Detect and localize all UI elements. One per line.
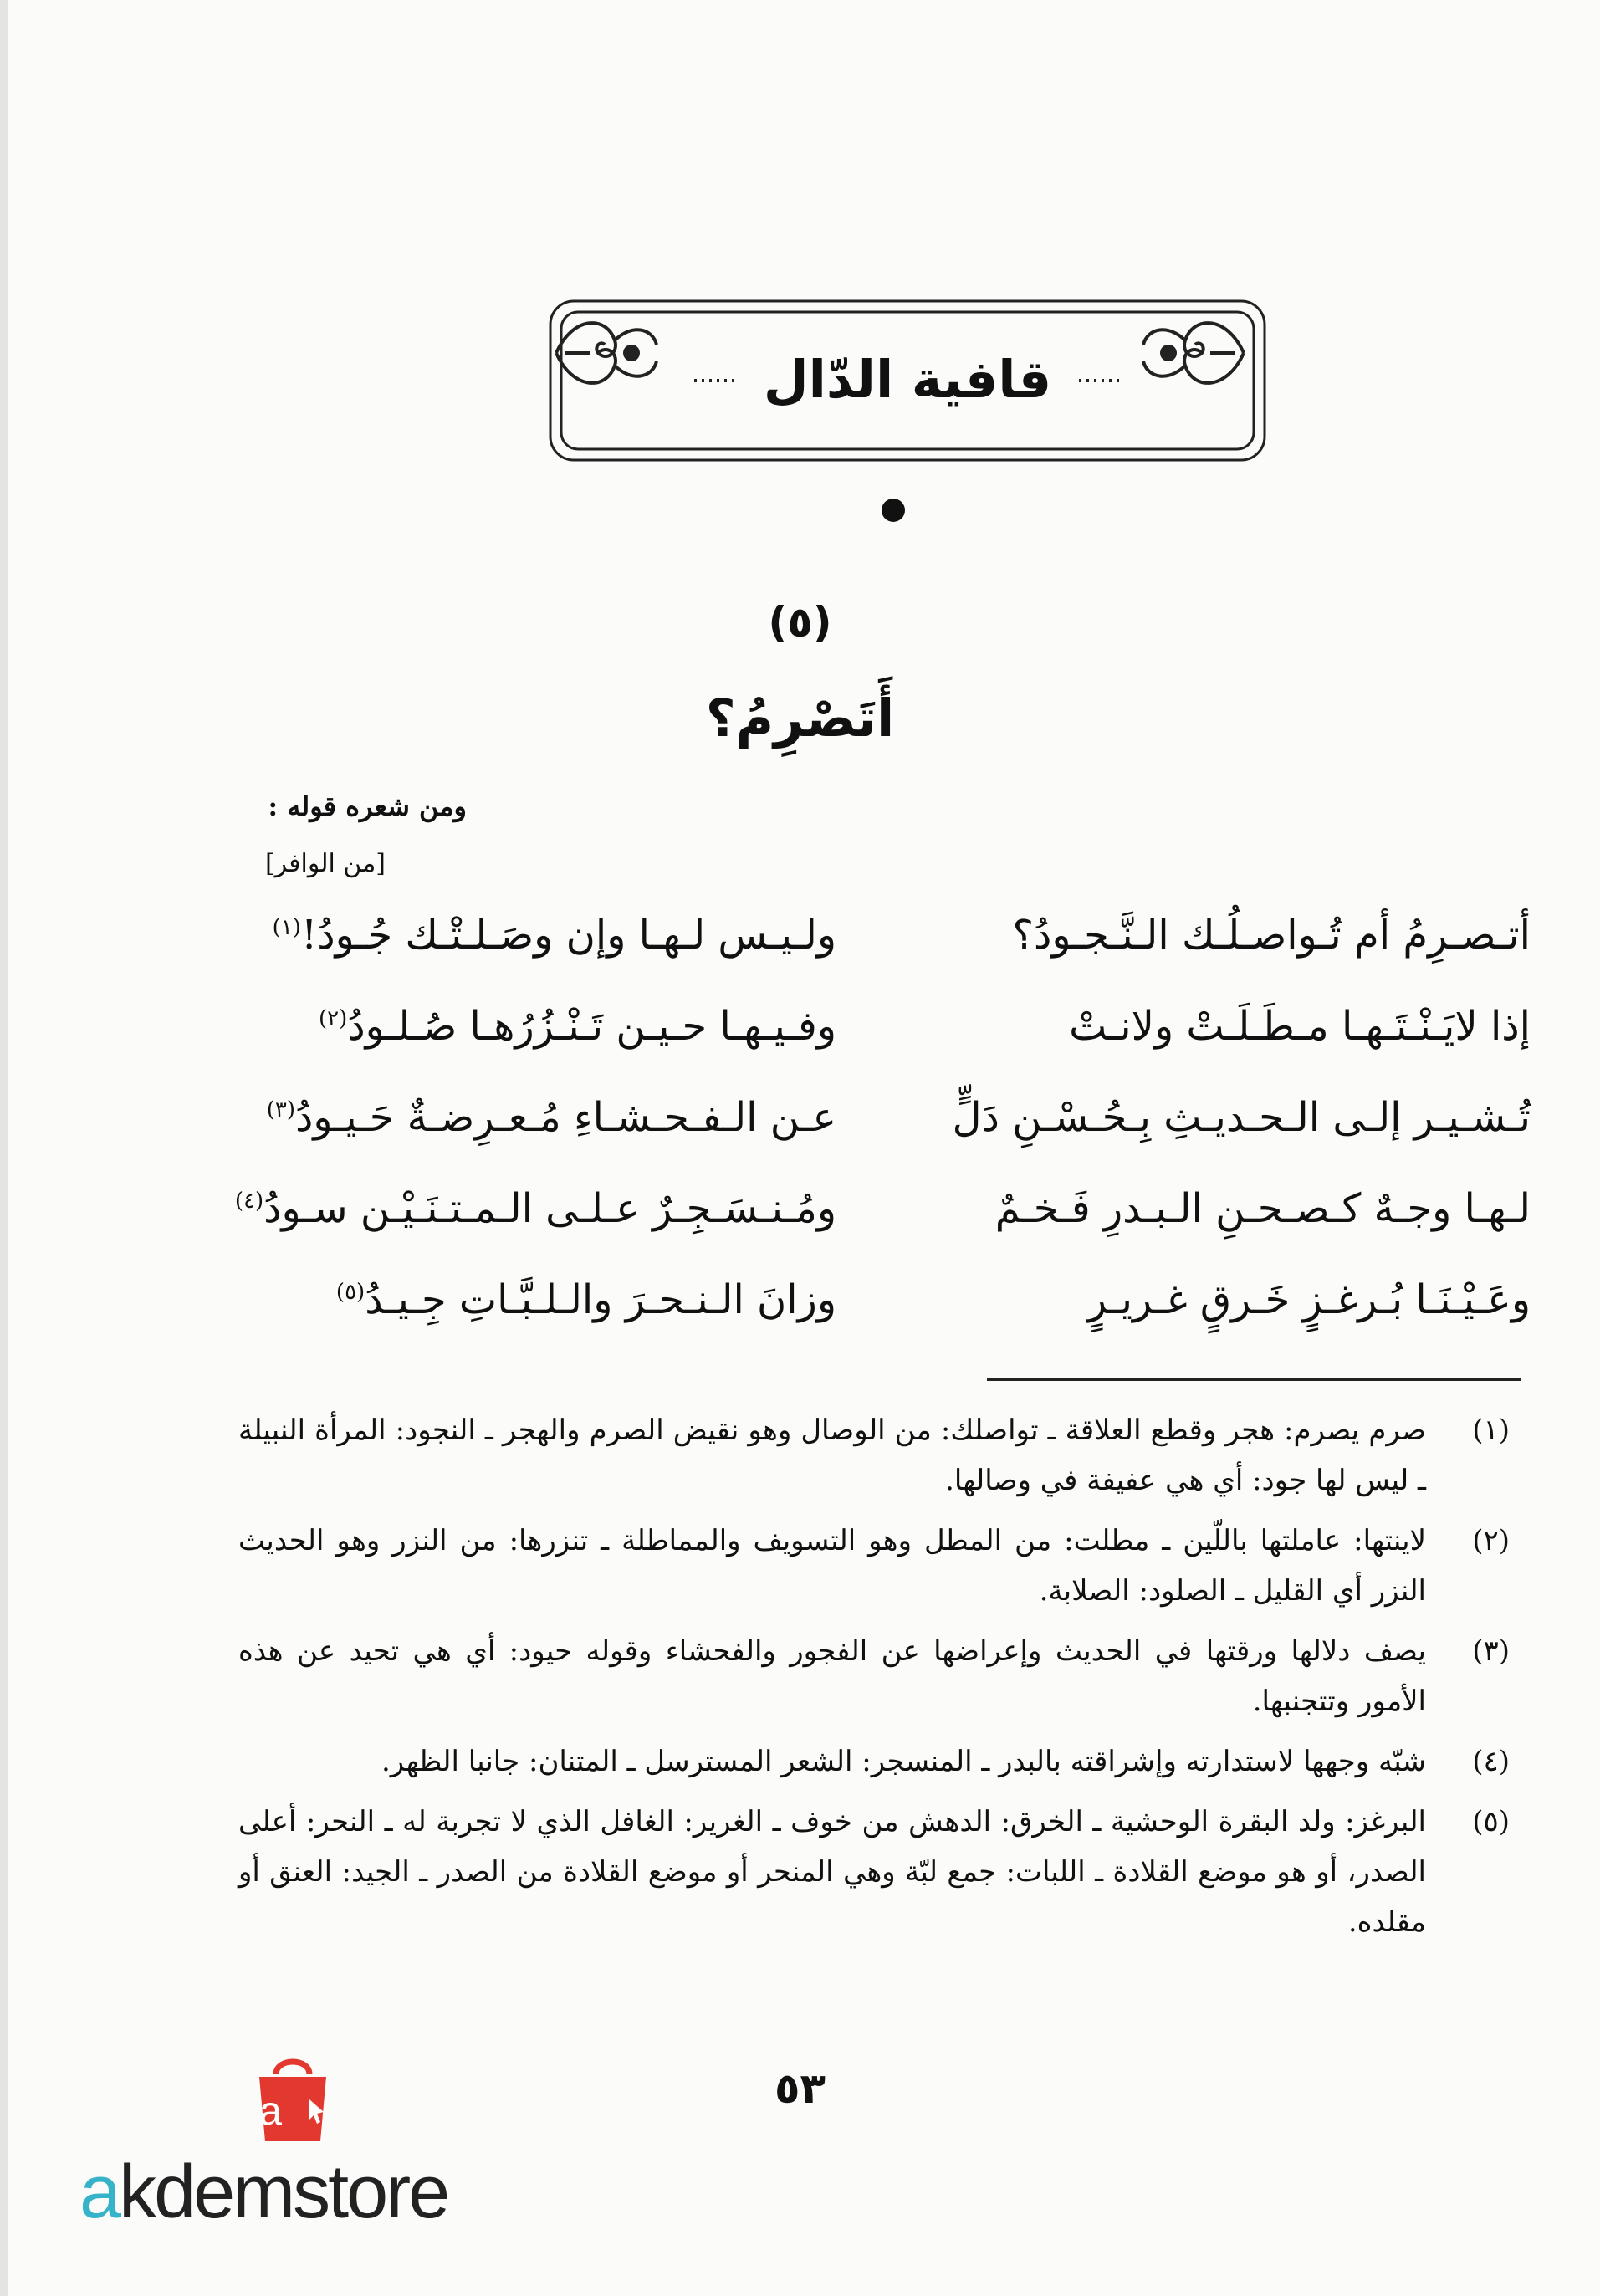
hemistich-text: ولـيـس لـهـا وإن وصَـلـتْـك جُـودُ! bbox=[300, 912, 836, 959]
footnote bbox=[238, 1736, 1510, 1787]
footnote-number: (١) bbox=[1472, 1414, 1510, 1447]
verse-first-hemistich: إذا لايَـنْـتَـهـا مـطَـلَـتْ ولانـتْ bbox=[1069, 1003, 1531, 1050]
verse-second-hemistich bbox=[217, 1185, 836, 1232]
poem-title: أَتَصْرِمُ؟ bbox=[705, 688, 895, 749]
verse bbox=[217, 1094, 1531, 1185]
store-name-rest: kdemstore bbox=[119, 2150, 448, 2234]
store-watermark-logo bbox=[79, 2053, 531, 2234]
hemistich-text: ومُـنـسَـجِـرٌ عـلـى الـمـتـنَـيْـن سـودُ bbox=[263, 1185, 836, 1232]
verse-first-hemistich: وعَـيْـنَـا بُـرغـزٍ خَـرقٍ غـريـرٍ bbox=[1087, 1276, 1531, 1323]
section-bullet bbox=[882, 499, 905, 522]
verse-second-hemistich bbox=[217, 1276, 836, 1323]
footnote bbox=[238, 1797, 1510, 1947]
hemistich-text: وزانَ الـنـحـرَ والـلـبَّـاتِ جِـيـدُ bbox=[365, 1276, 836, 1323]
footnote-ref: (٤) bbox=[234, 1189, 264, 1214]
verse bbox=[217, 1276, 1531, 1368]
footnote-number: (٣) bbox=[1472, 1634, 1510, 1668]
chapter-title: قافية الدّال bbox=[763, 349, 1052, 410]
footnote bbox=[238, 1516, 1510, 1616]
hemistich-text: وفـيـهـا حـيـن تَـنْـزُرُهـا صُـلـودُ bbox=[347, 1003, 836, 1050]
footnote-ref: (١) bbox=[272, 915, 301, 940]
footnote-ref: (٥) bbox=[335, 1280, 365, 1305]
footnote-ref: (٣) bbox=[266, 1097, 295, 1122]
poem-meter: [من الوافر] bbox=[264, 849, 386, 878]
footnote-number: (٤) bbox=[1472, 1745, 1510, 1778]
bag-letter: a bbox=[259, 2089, 282, 2134]
verse-first-hemistich: تُـشـيـر إلـى الـحـديـثِ بِـحُـسْـنِ دَلٍّ bbox=[952, 1094, 1531, 1141]
footnote-text: لاينتها: عاملتها باللّين ـ مطلت: من المطل وهو التسويف والمماطلة ـ تنزرها: من النزر وهو الحديث النزر أي القليل ـ الصلود: الصلابة. bbox=[238, 1524, 1426, 1608]
footnote bbox=[238, 1405, 1510, 1506]
verse-second-hemistich bbox=[217, 1003, 836, 1050]
footnotes bbox=[238, 1405, 1510, 1957]
verse-second-hemistich bbox=[217, 1094, 836, 1141]
shopping-bag-icon bbox=[247, 2053, 339, 2145]
verse bbox=[217, 912, 1531, 1003]
footnote-divider bbox=[987, 1378, 1521, 1381]
verses bbox=[217, 912, 1531, 1368]
footnote-number: (٥) bbox=[1472, 1805, 1510, 1838]
footnote bbox=[238, 1626, 1510, 1726]
verse bbox=[217, 1003, 1531, 1094]
verse-second-hemistich bbox=[217, 912, 836, 959]
footnote-text: يصف دلالها ورقتها في الحديث وإعراضها عن الفجور والفحشاء وقوله حيود: أي هي تحيد عن هذه الأمور وتتجنبها. bbox=[238, 1634, 1426, 1718]
store-name bbox=[79, 2150, 447, 2236]
page-edge bbox=[0, 0, 8, 2296]
footnote-text: صرم يصرم: هجر وقطع العلاقة ـ تواصلك: من الوصال وهو نقيض الصرم والهجر ـ النجود: المرأة النبيلة ـ ليس لها جود: أي هي عفيفة في وصالها. bbox=[238, 1414, 1426, 1497]
poem-intro: ومن شعره قوله : bbox=[268, 790, 467, 822]
footnote-text: شبّه وجهها لاستدارته وإشراقته بالبدر ـ المنسجر: الشعر المسترسل ـ المتنان: جانبا الظهر. bbox=[381, 1745, 1426, 1778]
footnote-text: البرغز: ولد البقرة الوحشية ـ الخرق: الدهش من خوف ـ الغرير: الغافل الذي لا تجربة له ـ النحر: أعلى الصدر، أو هو موضع القلادة ـ اللبات: جمع لبّة وهي المنحر أو موضع القلادة من الصدر ـ الجيد: العنق أو مقلده. bbox=[238, 1805, 1426, 1939]
verse bbox=[217, 1185, 1531, 1276]
page-number: ٥٣ bbox=[774, 2064, 826, 2113]
verse-first-hemistich: لـهـا وجـهٌ كـصـحـنِ الـبـدرِ فَـخـمٌ bbox=[994, 1185, 1531, 1232]
store-name-prefix: a bbox=[79, 2150, 120, 2234]
footnote-number: (٢) bbox=[1472, 1524, 1510, 1557]
footnote-ref: (٢) bbox=[319, 1006, 348, 1031]
poem-number: (٥) bbox=[768, 598, 832, 647]
chapter-title-frame bbox=[548, 299, 1267, 463]
hemistich-text: عـن الـفـحـشـاءِ مُـعـرِضـةٌ حَـيـودُ bbox=[295, 1094, 836, 1141]
verse-first-hemistich: أتـصـرِمُ أم تُـواصـلُـك الـنَّـجـودُ؟ bbox=[1012, 912, 1531, 959]
